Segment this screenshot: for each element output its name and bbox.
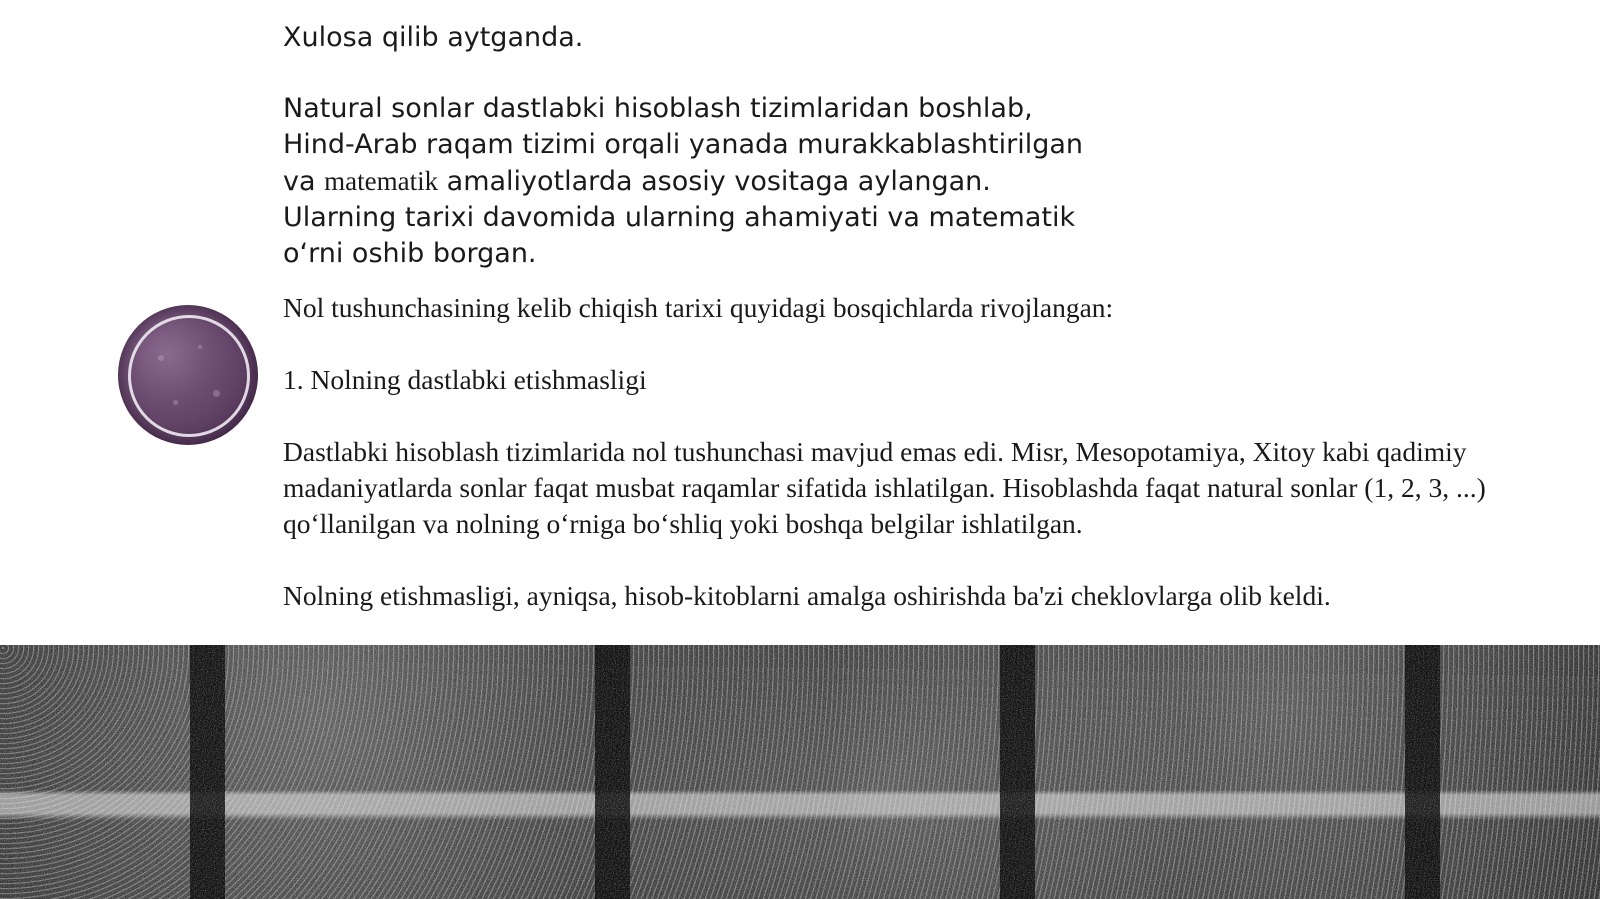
summary-block: [283, 20, 1103, 272]
spacer: [283, 326, 1493, 362]
section-title: 1. Nolning dastlabki etishmasligi: [283, 364, 647, 395]
seal-texture: [198, 345, 202, 349]
summary-text-end: amaliyotlarda asosiy vositaga aylangan. Ularning tarixi davomida ularning ahamiyati va matematik o‘rni oshib borgan.: [283, 166, 1076, 269]
body-block: [283, 290, 1493, 614]
body-paragraph-2: Nolning etishmasligi, ayniqsa, hisob-kitoblarni amalga oshirishda ba'zi cheklovlarga olib keldi.: [283, 580, 1331, 611]
textured-stone-band: [0, 645, 1600, 899]
summary-paragraph: [283, 91, 1103, 272]
spacer: [283, 542, 1493, 578]
summary-text-start: Natural sonlar dastlabki hisoblash tizimlaridan boshlab, Hind-Arab raqam tizimi orqali yanada murakkablashtirilgan va: [283, 93, 1084, 197]
body-paragraph-1: Dastlabki hisoblash tizimlarida nol tushunchasi mavjud emas edi. Misr, Mesopotamiya, Xitoy kabi qadimiy madaniyatlarda sonlar faqat musbat raqamlar sifatida ishlatilgan. Hisoblashda faqat natural sonlar (1, 2, 3, ...) qo‘llanilgan va nolning o‘rniga bo‘shliq yoki boshqa belgilar ishlatilgan.: [283, 436, 1486, 539]
circle-seal-icon: [118, 305, 258, 445]
spacer: [283, 56, 1103, 91]
seal-texture: [173, 400, 178, 405]
spacer: [283, 398, 1493, 434]
summary-heading: Xulosa qilib aytganda.: [283, 22, 584, 53]
body-intro: Nol tushunchasining kelib chiqish tarixi quyidagi bosqichlarda rivojlangan:: [283, 292, 1114, 323]
seal-texture: [158, 355, 164, 361]
summary-serif-word: matematik: [324, 166, 439, 196]
band-texture: [0, 645, 1600, 899]
seal-texture: [213, 390, 220, 397]
